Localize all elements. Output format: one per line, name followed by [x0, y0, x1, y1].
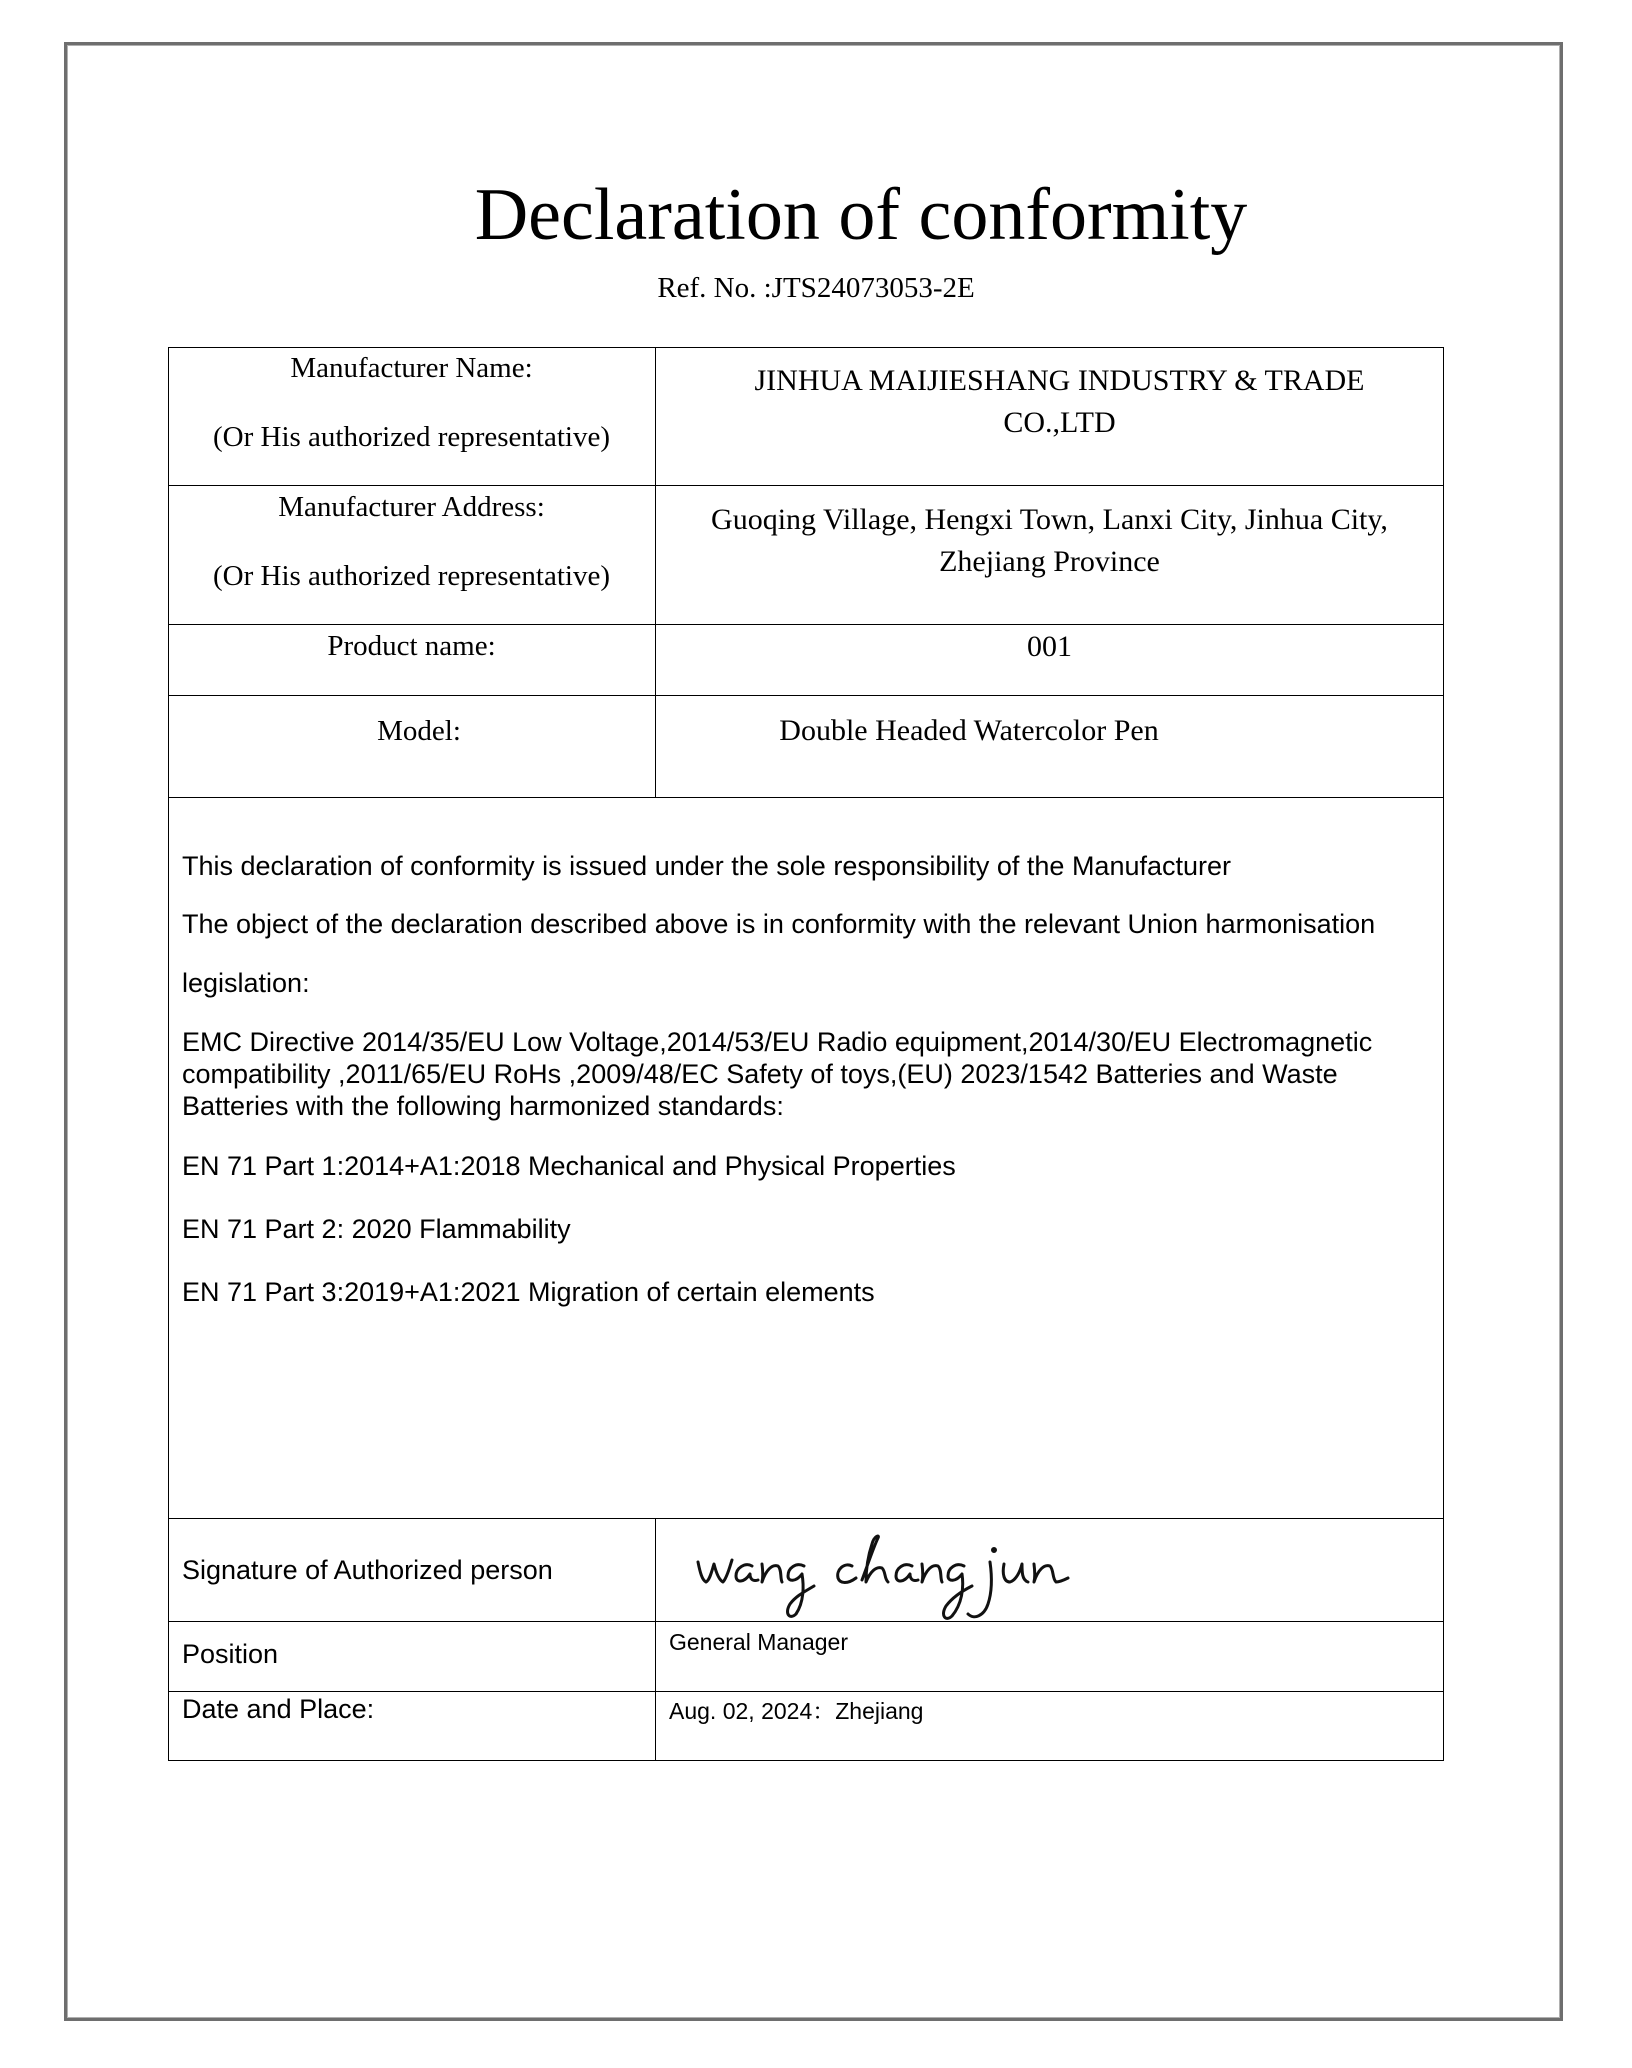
manufacturer-address-value-line2: Zhejiang Province — [939, 545, 1160, 578]
manufacturer-address-value-line1: Guoqing Village, Hengxi Town, Lanxi City, Jinhua City, — [711, 503, 1388, 536]
manufacturer-name-value — [655, 360, 1444, 444]
row-divider-3 — [168, 695, 1444, 696]
row-divider-2 — [168, 624, 1444, 625]
signature-image — [690, 1530, 1080, 1620]
position-value: General Manager — [669, 1629, 848, 1655]
row-divider-7 — [168, 1691, 1444, 1692]
product-name-value: 001 — [1027, 630, 1072, 663]
document-title: Declaration of conformity — [474, 174, 1248, 256]
declaration-responsibility: This declaration of conformity is issued under the sole responsibility of the Manufacturer — [182, 851, 1232, 881]
directives-line3: Batteries with the following harmonized standards: — [182, 1091, 784, 1121]
manufacturer-name-label-line2: (Or His authorized representative) — [213, 421, 610, 453]
declaration-object-line2: legislation: — [182, 968, 310, 998]
directives-line1: EMC Directive 2014/35/EU Low Voltage,2014/53/EU Radio equipment,2014/30/EU Electromagnetic — [182, 1027, 1373, 1057]
row-divider-4 — [168, 797, 1444, 798]
directives-line2: compatibility ,2011/65/EU RoHs ,2009/48/EC Safety of toys,(EU) 2023/1542 Batteries and Waste — [182, 1059, 1338, 1089]
model-label: Model: — [377, 715, 461, 747]
row-divider-5 — [168, 1518, 1444, 1519]
signature-label: Signature of Authorized person — [182, 1555, 553, 1585]
standard-item-3: EN 71 Part 3:2019+A1:2021 Migration of certain elements — [182, 1277, 875, 1307]
manufacturer-address-label — [168, 489, 655, 594]
reference-number-text: Ref. No. :JTS24073053-2E — [657, 272, 975, 304]
manufacturer-name-value-line2: CO.,LTD — [1003, 406, 1116, 439]
declaration-object-line1: The object of the declaration described above is in conformity with the relevant Union harmonisation — [182, 909, 1376, 939]
manufacturer-name-label — [168, 350, 655, 455]
manufacturer-name-value-line1: JINHUA MAIJIESHANG INDUSTRY & TRADE — [754, 364, 1365, 397]
standard-item-2: EN 71 Part 2: 2020 Flammability — [182, 1214, 571, 1244]
model-value: Double Headed Watercolor Pen — [779, 714, 1159, 747]
manufacturer-name-label-line1: Manufacturer Name: — [290, 352, 533, 384]
row-divider-1 — [168, 485, 1444, 486]
row-divider-6 — [168, 1621, 1444, 1622]
manufacturer-address-label-line2: (Or His authorized representative) — [213, 560, 610, 592]
column-divider-bottom — [655, 1518, 656, 1761]
manufacturer-address-value — [655, 499, 1444, 583]
date-place-label: Date and Place: — [182, 1694, 375, 1724]
product-name-label: Product name: — [327, 630, 496, 662]
manufacturer-address-label-line1: Manufacturer Address: — [278, 491, 545, 523]
standard-item-1: EN 71 Part 1:2014+A1:2018 Mechanical and Physical Properties — [182, 1151, 956, 1181]
reference-number — [0, 270, 1632, 306]
date-place-value: Aug. 02, 2024：Zhejiang — [669, 1698, 924, 1724]
position-label: Position — [182, 1639, 279, 1669]
